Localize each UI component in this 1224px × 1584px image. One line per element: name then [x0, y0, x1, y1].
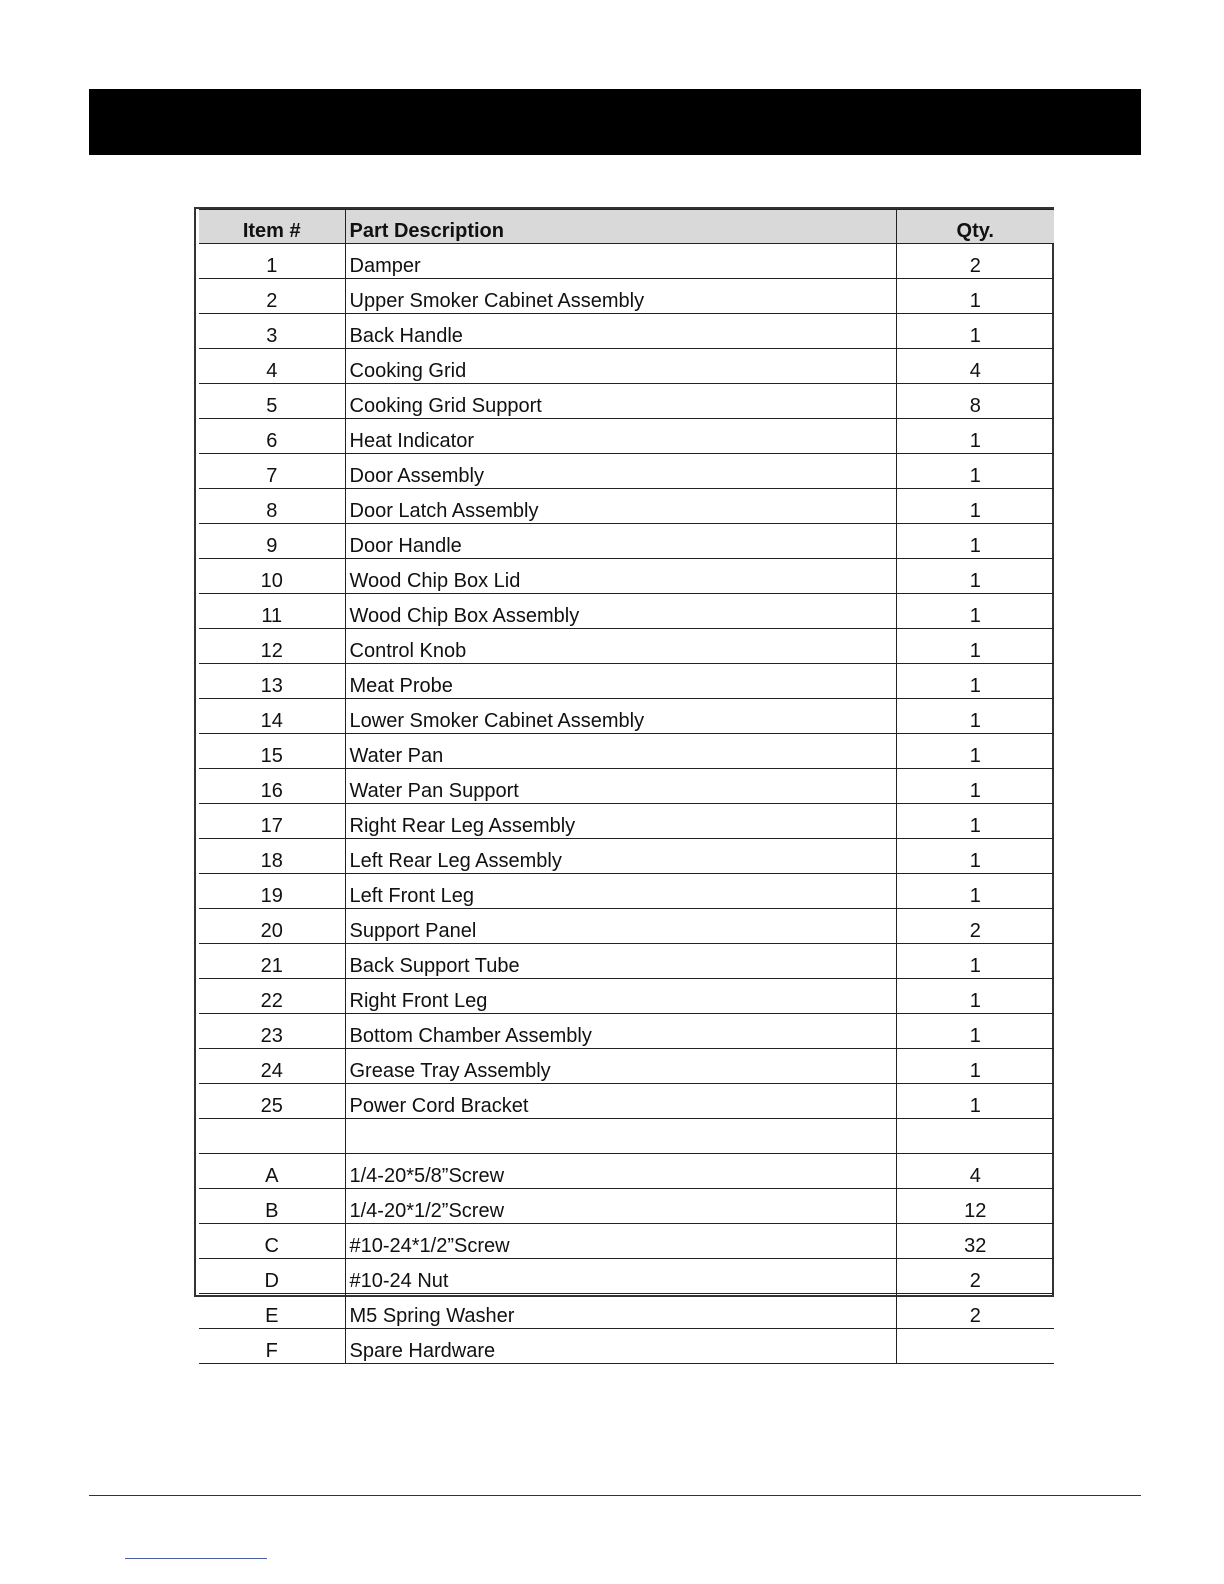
quantity-cell: 1 [896, 804, 1054, 839]
part-description-cell: Cooking Grid Support [345, 384, 896, 419]
quantity-cell: 1 [896, 944, 1054, 979]
table-row [199, 734, 1054, 769]
part-description-cell: #10-24*1/2”Screw [345, 1224, 896, 1259]
quantity-cell: 1 [896, 524, 1054, 559]
part-description-cell: Bottom Chamber Assembly [345, 1014, 896, 1049]
part-description-cell: 1/4-20*5/8”Screw [345, 1154, 896, 1189]
table-row [199, 1049, 1054, 1084]
part-description-cell: Grease Tray Assembly [345, 1049, 896, 1084]
table-row [199, 1119, 1054, 1154]
quantity-cell [896, 1329, 1054, 1364]
part-description-cell: Support Panel [345, 909, 896, 944]
table-row [199, 384, 1054, 419]
item-number-cell: B [199, 1189, 345, 1224]
table-row [199, 944, 1054, 979]
quantity-cell: 1 [896, 559, 1054, 594]
part-description-cell: #10-24 Nut [345, 1259, 896, 1294]
quantity-cell: 1 [896, 1084, 1054, 1119]
part-description-cell: Power Cord Bracket [345, 1084, 896, 1119]
item-number-cell: 24 [199, 1049, 345, 1084]
table-row [199, 524, 1054, 559]
table-row [199, 349, 1054, 384]
table-row [199, 699, 1054, 734]
quantity-cell: 2 [896, 244, 1054, 279]
item-number-cell: 19 [199, 874, 345, 909]
item-number-cell: C [199, 1224, 345, 1259]
item-number-cell: 18 [199, 839, 345, 874]
item-number-cell: 5 [199, 384, 345, 419]
item-number-cell: A [199, 1154, 345, 1189]
table-row [199, 419, 1054, 454]
quantity-cell: 2 [896, 1294, 1054, 1329]
part-description-cell: Lower Smoker Cabinet Assembly [345, 699, 896, 734]
table-row [199, 489, 1054, 524]
item-number-cell: 9 [199, 524, 345, 559]
part-description-cell: Wood Chip Box Lid [345, 559, 896, 594]
header-item-number: Item # [199, 210, 345, 244]
header-part-description: Part Description [345, 210, 896, 244]
item-number-cell: 22 [199, 979, 345, 1014]
part-description-cell: Back Handle [345, 314, 896, 349]
part-description-cell: Left Front Leg [345, 874, 896, 909]
table-row [199, 804, 1054, 839]
table-row [199, 769, 1054, 804]
item-number-cell: 1 [199, 244, 345, 279]
part-description-cell: Spare Hardware [345, 1329, 896, 1364]
quantity-cell: 12 [896, 1189, 1054, 1224]
header-quantity: Qty. [896, 210, 1054, 244]
item-number-cell: 16 [199, 769, 345, 804]
table-row [199, 664, 1054, 699]
item-number-cell: 6 [199, 419, 345, 454]
footer-link-underline [125, 1558, 267, 1559]
item-number-cell: E [199, 1294, 345, 1329]
table-row [199, 279, 1054, 314]
quantity-cell: 1 [896, 839, 1054, 874]
item-number-cell: 17 [199, 804, 345, 839]
quantity-cell: 8 [896, 384, 1054, 419]
table-row [199, 874, 1054, 909]
table-row [199, 1259, 1054, 1294]
part-description-cell: Control Knob [345, 629, 896, 664]
table-row [199, 1224, 1054, 1259]
part-description-cell: Door Latch Assembly [345, 489, 896, 524]
part-description-cell: Wood Chip Box Assembly [345, 594, 896, 629]
item-number-cell: 4 [199, 349, 345, 384]
quantity-cell: 1 [896, 454, 1054, 489]
part-description-cell: 1/4-20*1/2”Screw [345, 1189, 896, 1224]
quantity-cell: 1 [896, 769, 1054, 804]
item-number-cell: 21 [199, 944, 345, 979]
item-number-cell: 7 [199, 454, 345, 489]
item-number-cell: 25 [199, 1084, 345, 1119]
table-row [199, 1014, 1054, 1049]
part-description-cell: Right Front Leg [345, 979, 896, 1014]
footer-divider [89, 1495, 1141, 1496]
quantity-cell: 1 [896, 629, 1054, 664]
item-number-cell: 23 [199, 1014, 345, 1049]
part-description-cell: Damper [345, 244, 896, 279]
parts-list-table [199, 209, 1054, 1364]
quantity-cell: 1 [896, 1014, 1054, 1049]
part-description-cell: Right Rear Leg Assembly [345, 804, 896, 839]
quantity-cell: 1 [896, 314, 1054, 349]
table-row [199, 454, 1054, 489]
quantity-cell: 2 [896, 1259, 1054, 1294]
part-description-cell: Cooking Grid [345, 349, 896, 384]
table-row [199, 1189, 1054, 1224]
item-number-cell: F [199, 1329, 345, 1364]
part-description-cell: Water Pan [345, 734, 896, 769]
parts-list-body [199, 244, 1054, 1364]
quantity-cell: 1 [896, 734, 1054, 769]
item-number-cell: 14 [199, 699, 345, 734]
part-description-cell: Door Assembly [345, 454, 896, 489]
item-number-cell: 3 [199, 314, 345, 349]
part-description-cell: Upper Smoker Cabinet Assembly [345, 279, 896, 314]
table-row [199, 314, 1054, 349]
item-number-cell: 12 [199, 629, 345, 664]
part-description-cell: Meat Probe [345, 664, 896, 699]
part-description-cell: M5 Spring Washer [345, 1294, 896, 1329]
quantity-cell: 1 [896, 664, 1054, 699]
table-row [199, 594, 1054, 629]
item-number-cell [199, 1119, 345, 1154]
quantity-cell: 4 [896, 349, 1054, 384]
quantity-cell: 4 [896, 1154, 1054, 1189]
item-number-cell: 11 [199, 594, 345, 629]
table-row [199, 1154, 1054, 1189]
quantity-cell: 1 [896, 699, 1054, 734]
parts-list-frame [194, 207, 1054, 1362]
table-row [199, 909, 1054, 944]
item-number-cell: D [199, 1259, 345, 1294]
quantity-cell: 32 [896, 1224, 1054, 1259]
part-description-cell: Left Rear Leg Assembly [345, 839, 896, 874]
item-number-cell: 15 [199, 734, 345, 769]
page-header-bar [89, 89, 1141, 155]
table-row [199, 1294, 1054, 1329]
part-description-cell: Heat Indicator [345, 419, 896, 454]
item-number-cell: 20 [199, 909, 345, 944]
table-row [199, 839, 1054, 874]
table-row [199, 1329, 1054, 1364]
part-description-cell [345, 1119, 896, 1154]
table-row [199, 979, 1054, 1014]
quantity-cell: 1 [896, 1049, 1054, 1084]
table-row [199, 559, 1054, 594]
quantity-cell: 1 [896, 279, 1054, 314]
part-description-cell: Door Handle [345, 524, 896, 559]
part-description-cell: Water Pan Support [345, 769, 896, 804]
quantity-cell [896, 1119, 1054, 1154]
quantity-cell: 1 [896, 979, 1054, 1014]
item-number-cell: 8 [199, 489, 345, 524]
quantity-cell: 1 [896, 874, 1054, 909]
quantity-cell: 2 [896, 909, 1054, 944]
header-row [199, 210, 1054, 244]
quantity-cell: 1 [896, 594, 1054, 629]
item-number-cell: 10 [199, 559, 345, 594]
quantity-cell: 1 [896, 419, 1054, 454]
item-number-cell: 13 [199, 664, 345, 699]
part-description-cell: Back Support Tube [345, 944, 896, 979]
quantity-cell: 1 [896, 489, 1054, 524]
table-row [199, 629, 1054, 664]
table-row [199, 1084, 1054, 1119]
item-number-cell: 2 [199, 279, 345, 314]
table-row [199, 244, 1054, 279]
